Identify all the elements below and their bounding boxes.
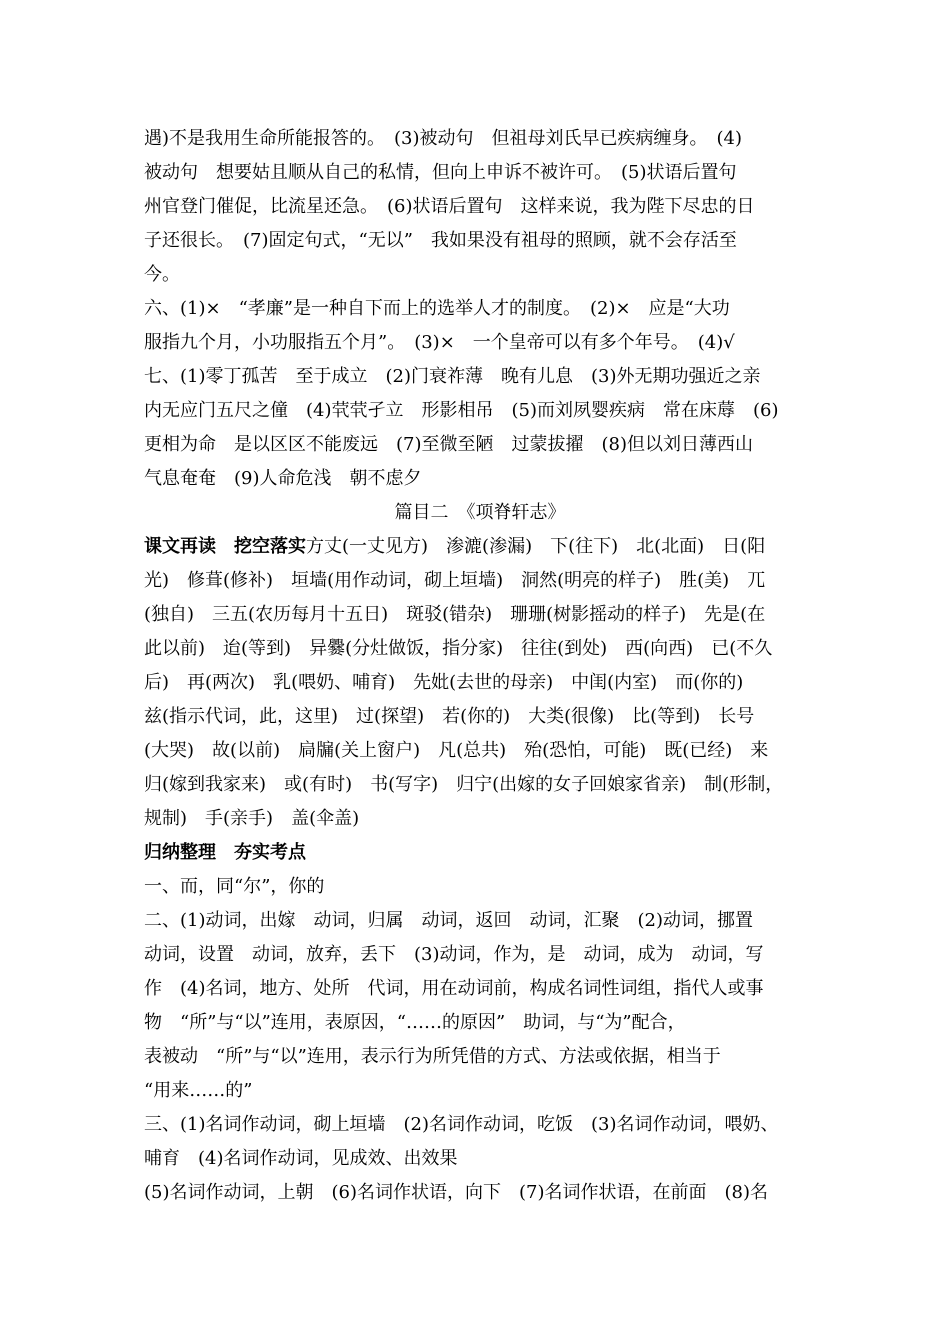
document-body <box>144 122 816 1210</box>
text-line: 此以前) 迨(等到) 异爨(分灶做饭，指分家) 往往(到处) 西(向西) 已(不久 <box>144 638 773 659</box>
part1-heading: 课文再读 挖空落实 <box>144 536 306 557</box>
text-line: “用来……的” <box>144 1080 253 1101</box>
text-line: 规制) 手(亲手) 盖(伞盖) <box>144 808 360 829</box>
text-line: 子还很长。 (7)固定句式，“无以” 我如果没有祖母的照顾，就不会存活至 <box>144 230 737 251</box>
text-line: 哺育 (4)名词作动词，见成效、出效果 <box>144 1148 458 1169</box>
text-line: 光) 修葺(修补) 垣墙(用作动词，砌上垣墙) 洞然(明亮的样子) 胜(美) 兀 <box>144 570 766 591</box>
text-line: 被动句 想要姑且顺从自己的私情，但向上申诉不被许可。 (5)状语后置句 <box>144 162 737 183</box>
text-line: 服指九个月，小功服指五个月”。 (3)× 一个皇帝可以有多个年号。 (4)√ <box>144 332 735 353</box>
text-line: 归(嫁到我家来) 或(有时) 书(写字) 归宁(出嫁的女子回娘家省亲) 制(形制， <box>144 774 784 795</box>
part2-heading: 归纳整理 夯实考点 <box>144 842 306 863</box>
text-line: 二、(1)动词，出嫁 动词，归属 动词，返回 动词，汇聚 (2)动词，挪置 <box>144 910 753 931</box>
text-line: 动词，设置 动词，放弃，丢下 (3)动词，作为，是 动词，成为 动词，写 <box>144 944 764 965</box>
text-line: 七、(1)零丁孤苦 至于成立 (2)门衰祚薄 晚有儿息 (3)外无期功强近之亲 <box>144 366 761 387</box>
text-line: 内无应门五尺之僮 (4)茕茕孑立 形影相吊 (5)而刘夙婴疾病 常在床蓐 (6) <box>144 400 779 421</box>
section-title: 篇目二 《项脊轩志》 <box>394 502 566 523</box>
text-line: 气息奄奄 (9)人命危浅 朝不虑夕 <box>144 468 422 489</box>
text-line: 三、(1)名词作动词，砌上垣墙 (2)名词作动词，吃饭 (3)名词作动词，喂奶、 <box>144 1114 779 1135</box>
text-line: 后) 再(两次) 乳(喂奶、哺育) 先妣(去世的母亲) 中闺(内室) 而(你的) <box>144 672 744 693</box>
text-line: 今。 <box>144 264 180 285</box>
part1-first-line-text: 方丈(一丈见方) 渗漉(渗漏) 下(往下) 北(北面) 日(阳 <box>306 536 766 557</box>
text-line: 表被动 “所”与“以”连用，表示行为所凭借的方式、方法或依据，相当于 <box>144 1046 721 1067</box>
text-line: (独自) 三五(农历每月十五日) 斑驳(错杂) 珊珊(树影摇动的样子) 先是(在 <box>144 604 766 625</box>
text-line: 作 (4)名词，地方、处所 代词，用在动词前，构成名词性词组，指代人或事 <box>144 978 764 999</box>
part1-first-line <box>144 530 816 564</box>
text-line: 遇)不是我用生命所能报答的。 (3)被动句 但祖母刘氏早已疾病缠身。 (4) <box>144 128 743 149</box>
text-line: 兹(指示代词，此，这里) 过(探望) 若(你的) 大类(很像) 比(等到) 长号 <box>144 706 755 727</box>
text-line: (5)名词作动词，上朝 (6)名词作状语，向下 (7)名词作状语，在前面 (8)名 <box>144 1182 768 1203</box>
text-line: 更相为命 是以区区不能废远 (7)至微至陋 过蒙拔擢 (8)但以刘日薄西山 <box>144 434 753 455</box>
text-line: 州官登门催促，比流星还急。 (6)状语后置句 这样来说，我为陛下尽忠的日 <box>144 196 755 217</box>
text-line: 六、(1)× “孝廉”是一种自下而上的选举人才的制度。 (2)× 应是“大功 <box>144 298 730 319</box>
text-line: 物 “所”与“以”连用，表原因，“……的原因” 助词，与“为”配合， <box>144 1012 686 1033</box>
text-line: 一、而，同“尔”，你的 <box>144 876 325 897</box>
text-line: (大哭) 故(以前) 扃牖(关上窗户) 凡(总共) 殆(恐怕，可能) 既(已经) 来 <box>144 740 769 761</box>
